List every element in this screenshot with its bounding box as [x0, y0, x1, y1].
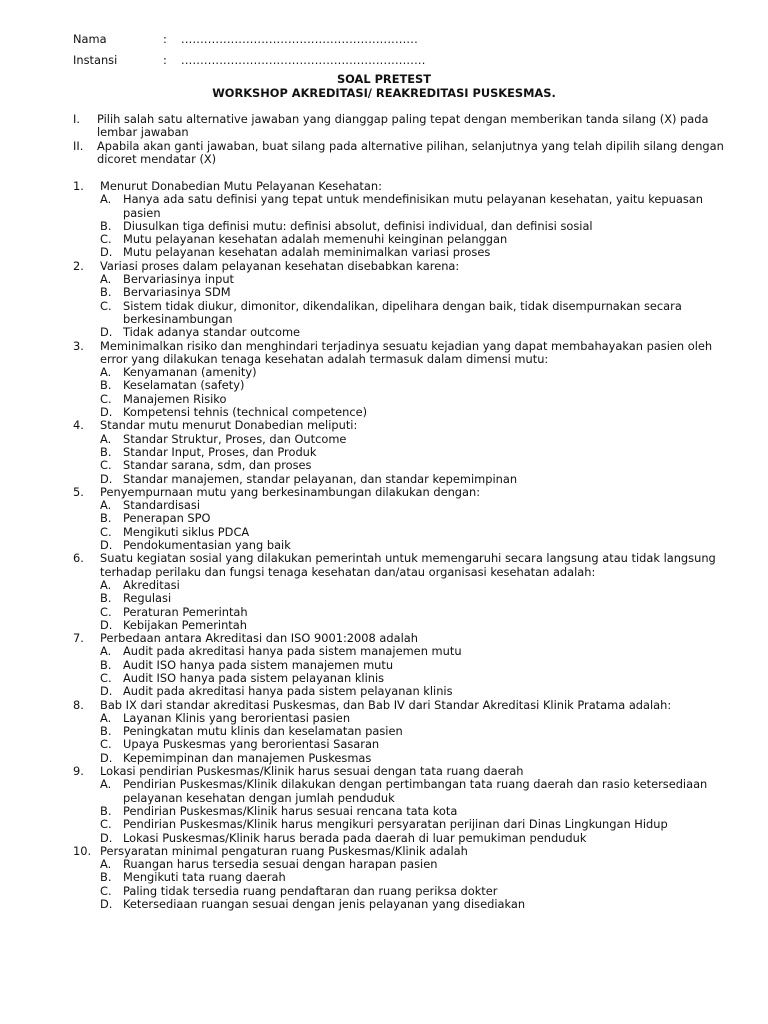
- option-text: Bervariasinya input: [123, 272, 235, 287]
- option-letter: B.: [100, 511, 112, 526]
- option-letter: C.: [100, 391, 112, 406]
- answer-option: [100, 379, 733, 392]
- option-letter: B.: [100, 285, 112, 300]
- question-text: Meminimalkan risiko dan menghindari terjadinya sesuatu kejadian yang dapat membahayakan pasien oleh error yang dilakukan tenaga kesehatan adalah termasuk dalam dimensi mutu:: [100, 338, 713, 366]
- question-item: [73, 845, 733, 858]
- option-letter: B.: [100, 870, 112, 885]
- question-item: [73, 699, 733, 712]
- option-letter: C.: [100, 458, 112, 473]
- answer-option: [100, 606, 733, 619]
- answer-option: [100, 446, 733, 459]
- answer-option: [100, 433, 733, 446]
- question-text: Lokasi pendirian Puskesmas/Klinik harus sesuai dengan tata ruang daerah: [100, 764, 524, 779]
- option-text: Peraturan Pemerintah: [123, 604, 248, 619]
- option-letter: D.: [100, 897, 113, 912]
- answer-option: [100, 539, 733, 552]
- answer-option: [100, 233, 733, 246]
- option-letter: D.: [100, 325, 113, 340]
- option-text: Mengikuti tata ruang daerah: [123, 870, 286, 885]
- option-letter: A.: [100, 192, 112, 207]
- option-letter: D.: [100, 830, 113, 845]
- question-item: [73, 180, 733, 193]
- question-item: [73, 552, 733, 579]
- option-letter: B.: [100, 724, 112, 739]
- answer-option: [100, 326, 733, 339]
- instruction-number: I.: [73, 112, 80, 126]
- answer-option: [100, 619, 733, 632]
- option-letter: A.: [100, 431, 112, 446]
- question-text: Menurut Donabedian Mutu Pelayanan Kesehatan:: [100, 179, 382, 193]
- option-text: Kebijakan Pemerintah: [123, 617, 247, 632]
- option-text: Audit ISO hanya pada sistem pelayanan klinis: [123, 670, 385, 685]
- option-letter: D.: [100, 405, 113, 420]
- question-text: Bab IX dari standar akreditasi Puskesmas, dan Bab IV dari Standar Akreditasi Klinik Pratama adalah:: [100, 697, 672, 712]
- option-text: Ketersediaan ruangan sesuai dengan jenis pelayanan yang disediakan: [123, 897, 526, 912]
- question-item: [73, 260, 733, 273]
- option-text: Ruangan harus tersedia sesuai dengan harapan pasien: [123, 857, 438, 872]
- answer-option: [100, 406, 733, 419]
- option-letter: B.: [100, 591, 112, 606]
- question-item: [73, 632, 733, 645]
- option-text: Kepemimpinan dan manajemen Puskesmas: [123, 750, 372, 765]
- option-text: Standardisasi: [123, 498, 200, 513]
- answer-option: [100, 645, 733, 658]
- answer-option: [100, 752, 733, 765]
- option-text: Akreditasi: [123, 577, 180, 592]
- instruction-text: Apabila akan ganti jawaban, buat silang pada alternative pilihan, selanjutnya yang telah dipilih silang dengan dicoret mendatar (X): [97, 139, 724, 167]
- option-letter: A.: [100, 577, 112, 592]
- answer-option: [100, 832, 733, 845]
- option-text: Sistem tidak diukur, dimonitor, dikendalikan, dipelihara dengan baik, tidak disempurnakan secara berkesinambungan: [123, 298, 682, 326]
- option-text: Kompetensi tehnis (technical competence): [123, 405, 368, 420]
- option-text: Audit pada akreditasi hanya pada sistem manajemen mutu: [123, 644, 462, 659]
- answer-option: [100, 220, 733, 233]
- title-line-1: SOAL PRETEST: [336, 72, 432, 86]
- answer-option: [100, 738, 733, 751]
- institution-label: Instansi: [73, 53, 118, 67]
- option-text: Layanan Klinis yang berorientasi pasien: [123, 710, 351, 725]
- answer-option: [100, 898, 733, 911]
- answer-option: [100, 286, 733, 299]
- name-blank: ..............................................................: [181, 32, 418, 46]
- institution-colon: :: [163, 53, 167, 67]
- question-text: Penyempurnaan mutu yang berkesinambungan dilakukan dengan:: [100, 484, 481, 499]
- answer-option: [100, 366, 733, 379]
- option-text: Penerapan SPO: [123, 511, 211, 526]
- question-text: Variasi proses dalam pelayanan kesehatan disebabkan karena:: [100, 258, 460, 273]
- option-letter: C.: [100, 670, 112, 685]
- answer-option: [100, 300, 733, 327]
- option-text: Standar sarana, sdm, dan proses: [123, 458, 312, 473]
- option-text: Hanya ada satu definisi yang tepat untuk mendefinisikan mutu pelayanan kesehatan, yaitu kepuasan pasien: [123, 192, 703, 220]
- option-text: Standar Input, Proses, dan Produk: [123, 444, 317, 459]
- option-letter: B.: [100, 803, 112, 818]
- answer-option: [100, 871, 733, 884]
- option-text: Mutu pelayanan kesehatan adalah memenuhi keinginan pelanggan: [123, 232, 508, 247]
- option-letter: D.: [100, 245, 113, 260]
- question-text: Suatu kegiatan sosial yang dilakukan pemerintah untuk memengaruhi secara langsung atau tidak langsung terhadap perilaku dan fungsi tenaga kesehatan dan/atau organisasi kesehatan adalah:: [100, 551, 716, 579]
- instruction-number: II.: [73, 139, 84, 153]
- question-item: [73, 340, 733, 367]
- option-letter: A.: [100, 644, 112, 659]
- option-letter: A.: [100, 857, 112, 872]
- option-letter: C.: [100, 604, 112, 619]
- option-text: Bervariasinya SDM: [123, 285, 231, 300]
- option-letter: B.: [100, 444, 112, 459]
- answer-option: [100, 592, 733, 605]
- name-colon: :: [163, 32, 167, 46]
- option-text: Peningkatan mutu klinis dan keselamatan pasien: [123, 724, 403, 739]
- question-text: Standar mutu menurut Donabedian meliputi:: [100, 418, 358, 433]
- option-text: Manajemen Risiko: [123, 391, 227, 406]
- option-text: Lokasi Puskesmas/Klinik harus berada pada daerah di luar pemukiman penduduk: [123, 830, 587, 845]
- question-number: 2.: [73, 258, 84, 273]
- option-text: Mutu pelayanan kesehatan adalah meminimalkan variasi proses: [123, 245, 491, 260]
- option-letter: B.: [100, 657, 112, 672]
- option-letter: A.: [100, 272, 112, 287]
- question-number: 5.: [73, 484, 84, 499]
- option-letter: A.: [100, 710, 112, 725]
- option-letter: D.: [100, 617, 113, 632]
- answer-option: [100, 672, 733, 685]
- option-text: Mengikuti siklus PDCA: [123, 524, 250, 539]
- answer-option: [100, 725, 733, 738]
- option-text: Pendirian Puskesmas/Klinik harus mengikuri persyaratan perijinan dari Dinas Lingkungan Hidup: [123, 817, 668, 832]
- option-text: Audit pada akreditasi hanya pada sistem pelayanan klinis: [123, 684, 453, 699]
- question-number: 1.: [73, 179, 84, 193]
- answer-option: [100, 459, 733, 472]
- option-text: Kenyamanan (amenity): [123, 365, 257, 380]
- option-letter: B.: [100, 378, 112, 393]
- question-number: 6.: [73, 551, 84, 566]
- question-number: 7.: [73, 631, 84, 646]
- option-letter: D.: [100, 538, 113, 553]
- title-line-2: WORKSHOP AKREDITASI/ REAKREDITASI PUSKESMAS.: [212, 86, 556, 100]
- option-text: Standar Struktur, Proses, dan Outcome: [123, 431, 347, 446]
- option-text: Diusulkan tiga definisi mutu: definisi absolut, definisi individual, dan definisi sosial: [123, 218, 593, 233]
- question-list: [73, 180, 733, 911]
- answer-option: [100, 685, 733, 698]
- instruction-text: Pilih salah satu alternative jawaban yang dianggap paling tepat dengan memberikan tanda silang (X) pada lembar jawaban: [97, 112, 709, 140]
- answer-option: [100, 512, 733, 525]
- option-letter: C.: [100, 524, 112, 539]
- option-text: Pendokumentasian yang baik: [123, 538, 291, 553]
- question-number: 9.: [73, 764, 84, 779]
- answer-option: [100, 579, 733, 592]
- question-text: Persyaratan minimal pengaturan ruang Puskesmas/Klinik adalah: [100, 843, 468, 858]
- option-letter: D.: [100, 684, 113, 699]
- option-text: Standar manajemen, standar pelayanan, dan standar kepemimpinan: [123, 471, 518, 486]
- option-text: Pendirian Puskesmas/Klinik dilakukan dengan pertimbangan tata ruang daerah dan rasio ketersediaan pelayanan kesehatan dengan jumlah penduduk: [123, 777, 708, 805]
- option-letter: C.: [100, 737, 112, 752]
- answer-option: [100, 659, 733, 672]
- question-item: [73, 486, 733, 499]
- answer-option: [100, 393, 733, 406]
- option-text: Keselamatan (safety): [123, 378, 245, 393]
- option-letter: C.: [100, 817, 112, 832]
- answer-option: [100, 473, 733, 486]
- name-label: Nama: [73, 32, 107, 46]
- option-letter: D.: [100, 750, 113, 765]
- question-text: Perbedaan antara Akreditasi dan ISO 9001:2008 adalah: [100, 631, 418, 646]
- answer-option: [100, 526, 733, 539]
- option-text: Regulasi: [123, 591, 172, 606]
- answer-option: [100, 885, 733, 898]
- question-number: 3.: [73, 338, 84, 353]
- question-item: [73, 765, 733, 778]
- answer-option: [100, 805, 733, 818]
- question-number: 4.: [73, 418, 84, 433]
- answer-option: [100, 712, 733, 725]
- question-number: 8.: [73, 697, 84, 712]
- question-number: 10.: [73, 843, 92, 858]
- option-letter: A.: [100, 777, 112, 792]
- option-letter: B.: [100, 218, 112, 233]
- option-letter: C.: [100, 298, 112, 313]
- answer-option: [100, 858, 733, 871]
- answer-option: [100, 818, 733, 831]
- answer-option: [100, 193, 733, 220]
- answer-option: [100, 499, 733, 512]
- option-text: Upaya Puskesmas yang berorientasi Sasaran: [123, 737, 380, 752]
- option-text: Audit ISO hanya pada sistem manajemen mutu: [123, 657, 394, 672]
- option-letter: A.: [100, 498, 112, 513]
- option-letter: D.: [100, 471, 113, 486]
- answer-option: [100, 273, 733, 286]
- option-text: Paling tidak tersedia ruang pendaftaran dan ruang periksa dokter: [123, 883, 498, 898]
- option-text: Tidak adanya standar outcome: [123, 325, 301, 340]
- option-letter: A.: [100, 365, 112, 380]
- option-letter: C.: [100, 883, 112, 898]
- option-letter: C.: [100, 232, 112, 247]
- answer-option: [100, 778, 733, 805]
- option-text: Pendirian Puskesmas/Klinik harus sesuai rencana tata kota: [123, 803, 458, 818]
- institution-blank: ................................................................: [181, 53, 426, 67]
- answer-option: [100, 246, 733, 259]
- question-item: [73, 419, 733, 432]
